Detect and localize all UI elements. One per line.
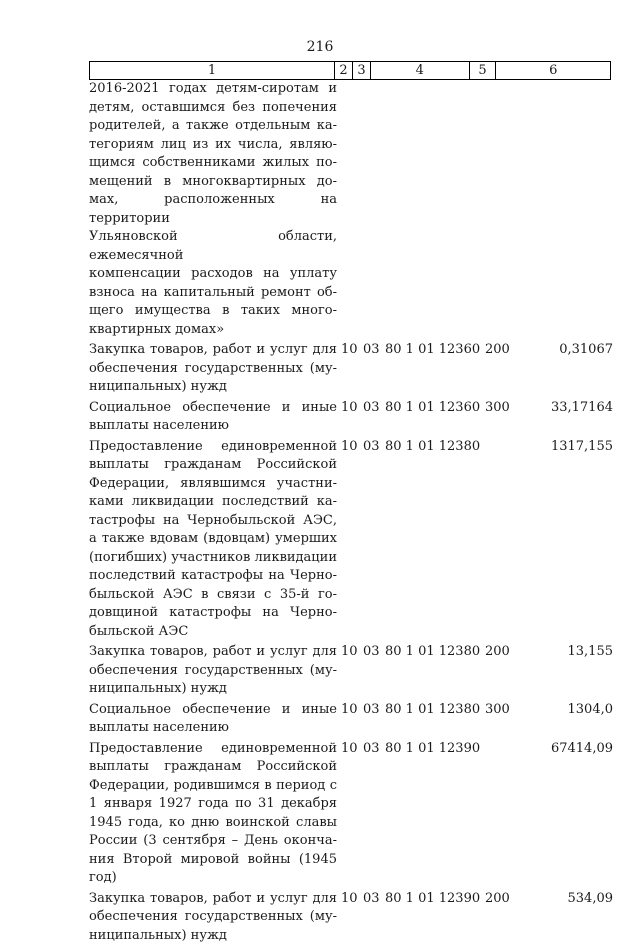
row-codes — [337, 643, 507, 699]
row-amount: 534,09 — [507, 890, 615, 945]
row-codes — [337, 740, 507, 888]
description-line: детям, оставшимся без попечения — [89, 99, 337, 118]
description-line: компенсации расходов на уплату — [89, 265, 337, 284]
row-description — [89, 341, 337, 397]
header-col-1: 1 — [90, 62, 335, 79]
description-line: тастрофы на Чернобыльской АЭС, — [89, 512, 337, 531]
row-description — [89, 701, 337, 738]
header-col-4: 4 — [371, 62, 470, 79]
description-line: 2016-2021 годах детям-сиротам и — [89, 80, 337, 99]
description-line: (погибших) участников ликвидации — [89, 549, 337, 568]
table-row — [89, 341, 615, 397]
row-amount: 67414,09 — [507, 740, 615, 888]
header-col-6: 6 — [496, 62, 610, 79]
subsection-code: 03 — [363, 438, 385, 457]
description-line: Федерации, являвшимся участни- — [89, 475, 337, 494]
description-line: выплаты населению — [89, 417, 337, 436]
row-codes — [337, 399, 507, 436]
table-row — [89, 80, 615, 339]
table-row — [89, 701, 615, 738]
row-codes — [337, 701, 507, 738]
row-amount: 33,17164 — [507, 399, 615, 436]
description-line: Социальное обеспечение и иные — [89, 399, 337, 418]
description-line: довщиной катастрофы на Черно- — [89, 604, 337, 623]
section-code: 10 — [341, 701, 363, 720]
description-line: быльской АЭС в связи с 35-й го- — [89, 586, 337, 605]
description-line: Ульяновской области, ежемесячной — [89, 228, 337, 265]
expense-type-code: 200 — [485, 643, 515, 662]
header-col-5: 5 — [470, 62, 497, 79]
table-body — [89, 80, 615, 945]
row-codes — [337, 438, 507, 642]
description-line: ниципальных) нужд — [89, 927, 337, 945]
table-row — [89, 438, 615, 642]
row-amount: 13,155 — [507, 643, 615, 699]
description-line: обеспечения государственных (му- — [89, 360, 337, 379]
target-article-code: 80 1 01 12380 — [385, 643, 485, 662]
table-header — [89, 61, 611, 80]
table-row — [89, 740, 615, 888]
row-codes — [337, 890, 507, 945]
target-article-code: 80 1 01 12380 — [385, 438, 485, 457]
row-description — [89, 399, 337, 436]
table-row — [89, 890, 615, 945]
expense-type-code: 300 — [485, 701, 515, 720]
subsection-code: 03 — [363, 740, 385, 759]
subsection-code: 03 — [363, 701, 385, 720]
description-line: Предоставление единовременной — [89, 438, 337, 457]
description-line: Закупка товаров, работ и услуг для — [89, 341, 337, 360]
description-line: ниципальных) нужд — [89, 378, 337, 397]
table-row — [89, 643, 615, 699]
description-line: 1 января 1927 года по 31 декабря — [89, 795, 337, 814]
table-row — [89, 399, 615, 436]
row-description — [89, 80, 337, 339]
expense-type-code: 300 — [485, 399, 515, 418]
section-code: 10 — [341, 740, 363, 759]
description-line: а также вдовам (вдовцам) умерших — [89, 530, 337, 549]
description-line: квартирных домах» — [89, 321, 337, 340]
description-line: Предоставление единовременной — [89, 740, 337, 759]
description-line: щего имущества в таких много- — [89, 302, 337, 321]
description-line: ками ликвидации последствий ка- — [89, 493, 337, 512]
description-line: 1945 года, ко дню воинской славы — [89, 814, 337, 833]
description-line: щимся собственниками жилых по- — [89, 154, 337, 173]
row-amount: 1304,0 — [507, 701, 615, 738]
row-amount: 1317,155 — [507, 438, 615, 642]
subsection-code: 03 — [363, 643, 385, 662]
description-line: ния Второй мировой войны (1945 — [89, 851, 337, 870]
description-line: обеспечения государственных (му- — [89, 908, 337, 927]
target-article-code: 80 1 01 12390 — [385, 890, 485, 909]
target-article-code: 80 1 01 12360 — [385, 341, 485, 360]
row-codes — [337, 341, 507, 397]
description-line: обеспечения государственных (му- — [89, 662, 337, 681]
description-line: последствий катастрофы на Черно- — [89, 567, 337, 586]
expense-type-code: 200 — [485, 341, 515, 360]
subsection-code: 03 — [363, 399, 385, 418]
section-code: 10 — [341, 890, 363, 909]
description-line: России (3 сентября – День оконча- — [89, 832, 337, 851]
row-description — [89, 643, 337, 699]
section-code: 10 — [341, 643, 363, 662]
description-line: быльской АЭС — [89, 623, 337, 642]
description-line: Социальное обеспечение и иные — [89, 701, 337, 720]
description-line: выплаты гражданам Российской — [89, 758, 337, 777]
description-line: ниципальных) нужд — [89, 680, 337, 699]
description-line: мещений в многоквартирных до- — [89, 173, 337, 192]
header-col-3: 3 — [353, 62, 371, 79]
expense-type-code: 200 — [485, 890, 515, 909]
description-line: родителей, а также отдельным ка- — [89, 117, 337, 136]
row-description — [89, 438, 337, 642]
row-amount: 0,31067 — [507, 341, 615, 397]
description-line: Закупка товаров, работ и услуг для — [89, 890, 337, 909]
page-number: 216 — [0, 39, 640, 55]
description-line: мах, расположенных на территории — [89, 191, 337, 228]
description-line: выплаты населению — [89, 719, 337, 738]
description-line: взноса на капитальный ремонт об- — [89, 284, 337, 303]
row-description — [89, 890, 337, 945]
section-code: 10 — [341, 438, 363, 457]
subsection-code: 03 — [363, 341, 385, 360]
target-article-code: 80 1 01 12360 — [385, 399, 485, 418]
target-article-code: 80 1 01 12390 — [385, 740, 485, 759]
target-article-code: 80 1 01 12380 — [385, 701, 485, 720]
description-line: Закупка товаров, работ и услуг для — [89, 643, 337, 662]
section-code: 10 — [341, 399, 363, 418]
description-line: Федерации, родившимся в период с — [89, 777, 337, 796]
section-code: 10 — [341, 341, 363, 360]
row-amount — [507, 80, 615, 339]
description-line: тегориям лиц из их числа, являю- — [89, 136, 337, 155]
description-line: выплаты гражданам Российской — [89, 456, 337, 475]
row-description — [89, 740, 337, 888]
description-line: год) — [89, 869, 337, 888]
header-col-2: 2 — [335, 62, 353, 79]
row-codes — [337, 80, 507, 339]
subsection-code: 03 — [363, 890, 385, 909]
